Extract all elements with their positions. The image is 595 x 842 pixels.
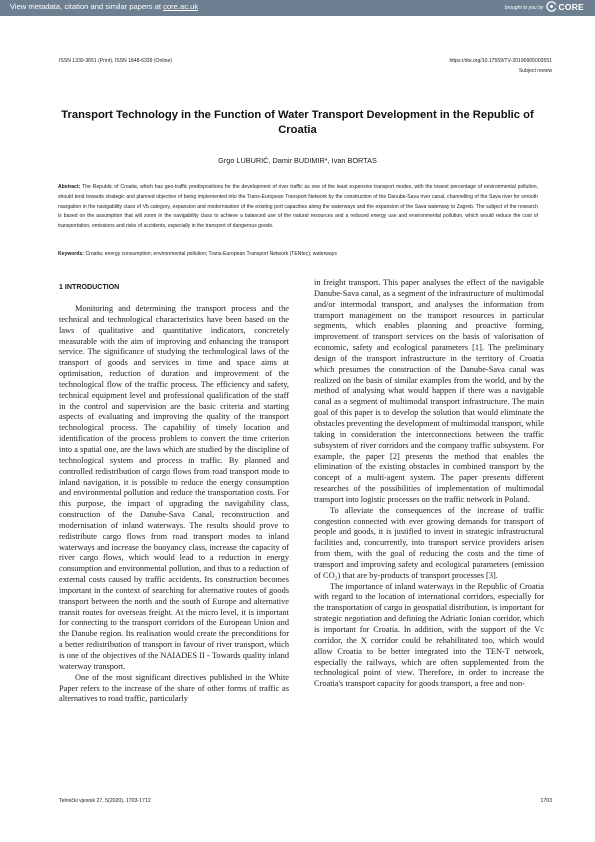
abstract-label: Abstract:	[58, 184, 81, 190]
core-banner	[0, 0, 595, 16]
doi-link[interactable]: https://doi.org/10.17559/TV-20190905003551	[449, 58, 552, 64]
paragraph: The importance of inland waterways in the Republic of Croatia with regard to the location of international corridors, especially for the transportation of cargo in geospatial distribution, is important for strategic negotiation and defining the Adriatic Ionian corridor, which is important for Croatia. In addition, with the support of the Vc corridor, the X corridor could be rehabilitated too, which would allow Croatia to be better integrated into the TEN-T network, especially the railways, which are often supplemented from the technological point of view. Therefore, in order to increase the Croatia's transport capacity for goods transport, a free and non-	[314, 581, 544, 689]
paragraph: One of the most significant directives published in the White Paper refers to the increase of the share of other forms of traffic as alternatives to road traffic, particularly	[59, 672, 289, 704]
brought-by-text: brought to you by	[504, 4, 544, 11]
metadata-link-text: View metadata, citation and similar papers at	[10, 2, 164, 11]
article-category: Subject review	[518, 68, 552, 74]
paragraph: Monitoring and determining the transport process and the technical and technological characteristics have been based on the laws of qualitative and quantitative indicators, concretely measurable with the aim of improving and enhancing the transport service. The significance of studying the technological laws of the transport of goods and services in time and space aims at optimisation, reduction of duration and improvement of the technological flow of the traffic process. The efficiency and safety, technical equipment level and professional qualification of the staff in the control and supervision are the basic criteria and starting aspects of evaluating and improving the quality of the transport technological process. The capability of timely location and identification of the process problem to convert the time criterion into a spatial one, are the laws which are studied by the discipline of technological system and process in traffic. By planned and controlled redistribution of cargo flows from road transport mode to inland navigation, it is possible to reduce the energy consumption and environmental pollution and reduce the transportation costs. For this purpose, the impact of upgrading the navigability class, construction of the Danube-Sava Canal, reconstruction and modernisation of inland waterways. The results should prove to redistribute cargo flows from road transport modes to inland waterways and increase the buoyancy class, increase the capacity of river cargo flows, which would lead to a reduction in energy consumption and environmental pollution, and thus to a reduction of external costs caused by traffic accidents. Its construction becomes important in the context of searching for alternative routes of goods transport between the north and the south of Europe and alternative transit routes for overseas freight. At the micro level, it is important for connecting to the transport corridors of the European Union and the Danube region. Its realisation would create the preconditions for a better redistribution of transport in favour of river transport, which is one of the objectives of the NAIADES II - Towards quality inland waterway transport.	[59, 304, 289, 671]
body-column-left	[59, 304, 289, 705]
paper-title: Transport Technology in the Function of Water Transport Development in the Republic of Croatia	[61, 109, 534, 136]
core-logo-icon	[546, 1, 557, 12]
section-heading-introduction: 1 INTRODUCTION	[59, 283, 120, 291]
keywords-label: Keywords:	[58, 251, 85, 257]
paragraph: in freight transport. This paper analyses the effect of the navigable Danube-Sava canal, as a segment of the infrastructure of multimodal and/or intermodal transport, and analyses the information from transport management on the transport resources in particular segments, which enables planning and proactive forming, improvement of transport services on the basis of valorisation of economic, safety and ecological parameters [1]. The preliminary design of the transport infrastructure in the territory of Croatia which presumes the construction of the Danube-Sava canal was realized on the basis of similar examples from the world, and by the method of analysing what would happen if there was a navigable canal as a segment of multimodal transport infrastructure. The main goal of this paper is to develop the solution that would eliminate the obstacles preventing the development of multimodal transport, while taking in consideration the interconnections between the traffic subsystem of river corridors and the company traffic subsystem. For example, the paper [2] presents the method that enables the elimination of the existing obstacles in combined transport by the concept of a multi-agent system. The paper presents different researches of the possibilities of implementation of multimodal transport into logistic processes on the traffic network in Poland.	[314, 278, 544, 504]
body-column-right	[314, 278, 544, 690]
footer-journal: Tehnički vjesnik 27, 5(2020), 1703-1712	[59, 798, 151, 804]
core-logo-text: CORE	[558, 1, 584, 12]
abstract	[58, 183, 538, 232]
keywords-text: Croatia; energy consumption; environmental pollution; Trans-European Transport Network (TENtec); waterways	[85, 251, 337, 257]
core-site-link[interactable]: core.ac.uk	[163, 2, 199, 11]
paragraph: To alleviate the consequences of the increase of traffic congestion connected with ever growing demands for transport of people and goods, it is justified to invest in strategic infrastructural facilities and, concurrently, into transport service providers arisen from them, with the goal of reducing the costs and the time of transport and improving safety and ecological parameters (emission of CO₂) that are by-products of transport processes [3].	[314, 505, 544, 580]
core-brand[interactable]	[505, 1, 584, 12]
author-list: Grgo LUBURIĆ, Damir BUDIMIR*, Ivan BORTAS	[218, 156, 377, 165]
abstract-text: The Republic of Croatia, which has geo-traffic predispositions for the development of river traffic as one of the least expensive transport modes, with the lowest percentage of environmental pollution, should tend towards strategic and planned objective of being implemented into the Trans-European Transport Network by the construction of the Danube-Sava river canal, channelling of the Sava river for smooth navigation in the navigability class of Vb category, expansion and modernisation of the existing port capacities along the waterways and the expansion of the Sava waterway to Zagreb. The subject of the research is based on the assumption that will zoom in the navigability class to achieve a balanced use of the natural resources and a reduced energy use and environmental pollution, which would reduce the cost of transportation, emissions and risks of accidents, especially in the transport of dangerous goods.	[58, 184, 538, 230]
metadata-link[interactable]	[10, 2, 198, 11]
issn-line: ISSN 1330-3651 (Print), ISSN 1848-6339 (Online)	[59, 58, 172, 64]
page-number: 1703	[540, 798, 552, 804]
keywords	[58, 250, 538, 259]
